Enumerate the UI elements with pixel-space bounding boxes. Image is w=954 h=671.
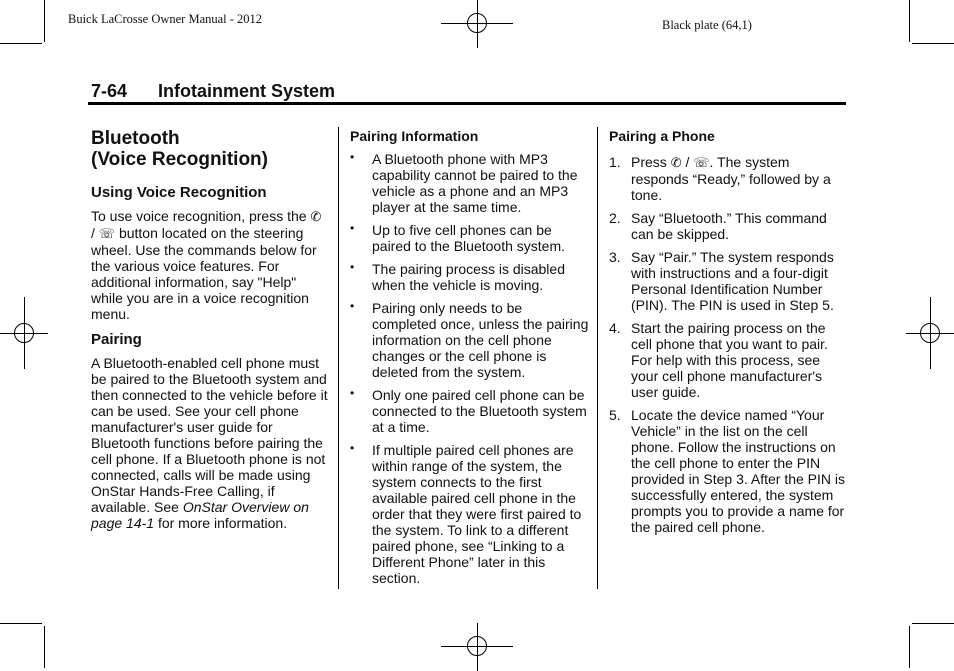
registration-mark-bottom bbox=[441, 623, 513, 671]
section-number: 7-64 bbox=[91, 81, 128, 101]
manual-title: Buick LaCrosse Owner Manual - 2012 bbox=[68, 12, 263, 26]
header-rule bbox=[88, 102, 846, 105]
column-divider-1 bbox=[338, 127, 339, 589]
step-number: 4. bbox=[609, 320, 621, 336]
registration-mark-left bbox=[0, 297, 48, 369]
pairing-text-b: for more information. bbox=[157, 515, 288, 531]
plate-label: Black plate (64,1) bbox=[662, 18, 752, 32]
step-number: 3. bbox=[609, 249, 621, 265]
pairing-text-a: A Bluetooth-enabled cell phone must be paired to the Bluetooth system and then connected to the vehicle before it can be used. See your cell phone manufacturer's user guide for Bluetooth functions before pairing the cell phone. If a Bluetooth phone is not connected, calls will be made using OnStar Hands-Free Calling, if available. See bbox=[91, 355, 328, 515]
registration-mark-top bbox=[441, 0, 513, 48]
crop-mark-br-v bbox=[909, 626, 910, 668]
talk-icon: ✆ bbox=[310, 209, 322, 224]
list-item-text: Up to five cell phones can be paired to the Bluetooth system. bbox=[372, 222, 565, 254]
heading-using-voice-recognition: Using Voice Recognition bbox=[91, 184, 267, 201]
step-text-b: . The system responds “Ready,” followed by a tone. bbox=[631, 154, 831, 203]
article-title-line-1: Bluetooth bbox=[91, 128, 180, 149]
step-item bbox=[609, 407, 849, 535]
crop-mark-tr-v bbox=[909, 0, 910, 42]
voice-recognition-paragraph bbox=[91, 208, 329, 322]
step-item bbox=[609, 249, 849, 313]
step-item bbox=[609, 154, 849, 203]
list-item bbox=[350, 442, 590, 586]
step-item bbox=[609, 320, 849, 400]
pairing-steps-list bbox=[609, 154, 849, 535]
list-item-text: Pairing only needs to be completed once, unless the pairing information on the cell phone changes or the cell phone is deleted from the system. bbox=[372, 300, 589, 380]
slash: / bbox=[685, 154, 690, 170]
bullet: • bbox=[350, 221, 355, 235]
step-number: 5. bbox=[609, 407, 621, 423]
list-item-text: Only one paired cell phone can be connected to the Bluetooth system at a time. bbox=[372, 387, 587, 435]
bullet: • bbox=[350, 150, 355, 164]
step-number: 2. bbox=[609, 210, 621, 226]
bullet: • bbox=[350, 260, 355, 274]
crop-mark-tr-h bbox=[912, 43, 954, 44]
pairing-paragraph bbox=[91, 355, 329, 531]
crop-mark-br-h bbox=[912, 623, 954, 624]
section-title: Infotainment System bbox=[158, 81, 336, 101]
crop-mark-tl-h bbox=[0, 43, 42, 44]
crop-mark-tl-v bbox=[44, 0, 45, 42]
pairing-information-list bbox=[350, 151, 590, 586]
phone-icon: ☏ bbox=[693, 155, 710, 170]
heading-pairing: Pairing bbox=[91, 331, 142, 348]
list-item bbox=[350, 261, 590, 293]
step-text: Say “Pair.” The system responds with instructions and a four-digit Personal Identification Number (PIN). The PIN is used in Step 5. bbox=[631, 249, 834, 313]
list-item bbox=[350, 151, 590, 215]
step-text: Start the pairing process on the cell phone that you want to pair. For help with this process, see your cell phone manufacturer's user guide. bbox=[631, 320, 828, 400]
crop-mark-bl-h bbox=[0, 623, 42, 624]
step-item bbox=[609, 210, 849, 242]
heading-pairing-information: Pairing Information bbox=[350, 128, 479, 144]
slash: / bbox=[91, 225, 95, 241]
column-2 bbox=[350, 128, 590, 593]
phone-icon: ☏ bbox=[98, 226, 116, 241]
column-1 bbox=[91, 128, 329, 541]
list-item bbox=[350, 300, 590, 380]
bullet: • bbox=[350, 299, 355, 313]
list-item-text: The pairing process is disabled when the vehicle is moving. bbox=[372, 261, 565, 293]
article-title-line-2: (Voice Recognition) bbox=[91, 149, 268, 170]
bullet: • bbox=[350, 386, 355, 400]
bullet: • bbox=[350, 441, 355, 455]
list-item-text: If multiple paired cell phones are within range of the system, the system connects to the first available paired cell phone in the order that they were first paired to the system. To link to a different paired phone, see “Linking to a Different Phone” later in this section. bbox=[372, 442, 582, 586]
onstar-overview-link[interactable]: OnStar Overview on page 14-1 bbox=[91, 499, 309, 531]
step-text: Say “Bluetooth.” This command can be skipped. bbox=[631, 210, 827, 242]
column-divider-2 bbox=[597, 127, 598, 589]
list-item bbox=[350, 222, 590, 254]
heading-pairing-a-phone: Pairing a Phone bbox=[609, 128, 715, 144]
article-title bbox=[91, 128, 329, 170]
step-text-a: Press bbox=[631, 154, 667, 170]
list-item bbox=[350, 387, 590, 435]
voice-text-b: button located on the steering wheel. Use the commands below for the various voice features. For additional information, say "Help" while you are in a voice recognition menu. bbox=[91, 225, 317, 322]
crop-mark-bl-v bbox=[44, 626, 45, 668]
step-text: Locate the device named “Your Vehicle” in the list on the cell phone. Follow the instructions on the cell phone to enter the PIN provided in Step 3. After the PIN is successfully entered, the system prompts you to provide a name for the paired cell phone. bbox=[631, 407, 846, 535]
step-number: 1. bbox=[609, 154, 621, 170]
column-3 bbox=[609, 128, 849, 542]
voice-text-a: To use voice recognition, press the bbox=[91, 208, 307, 224]
list-item-text: A Bluetooth phone with MP3 capability cannot be paired to the vehicle as a phone and an MP3 player at the same time. bbox=[372, 151, 578, 215]
talk-icon: ✆ bbox=[670, 155, 682, 170]
registration-mark-right bbox=[906, 297, 954, 369]
